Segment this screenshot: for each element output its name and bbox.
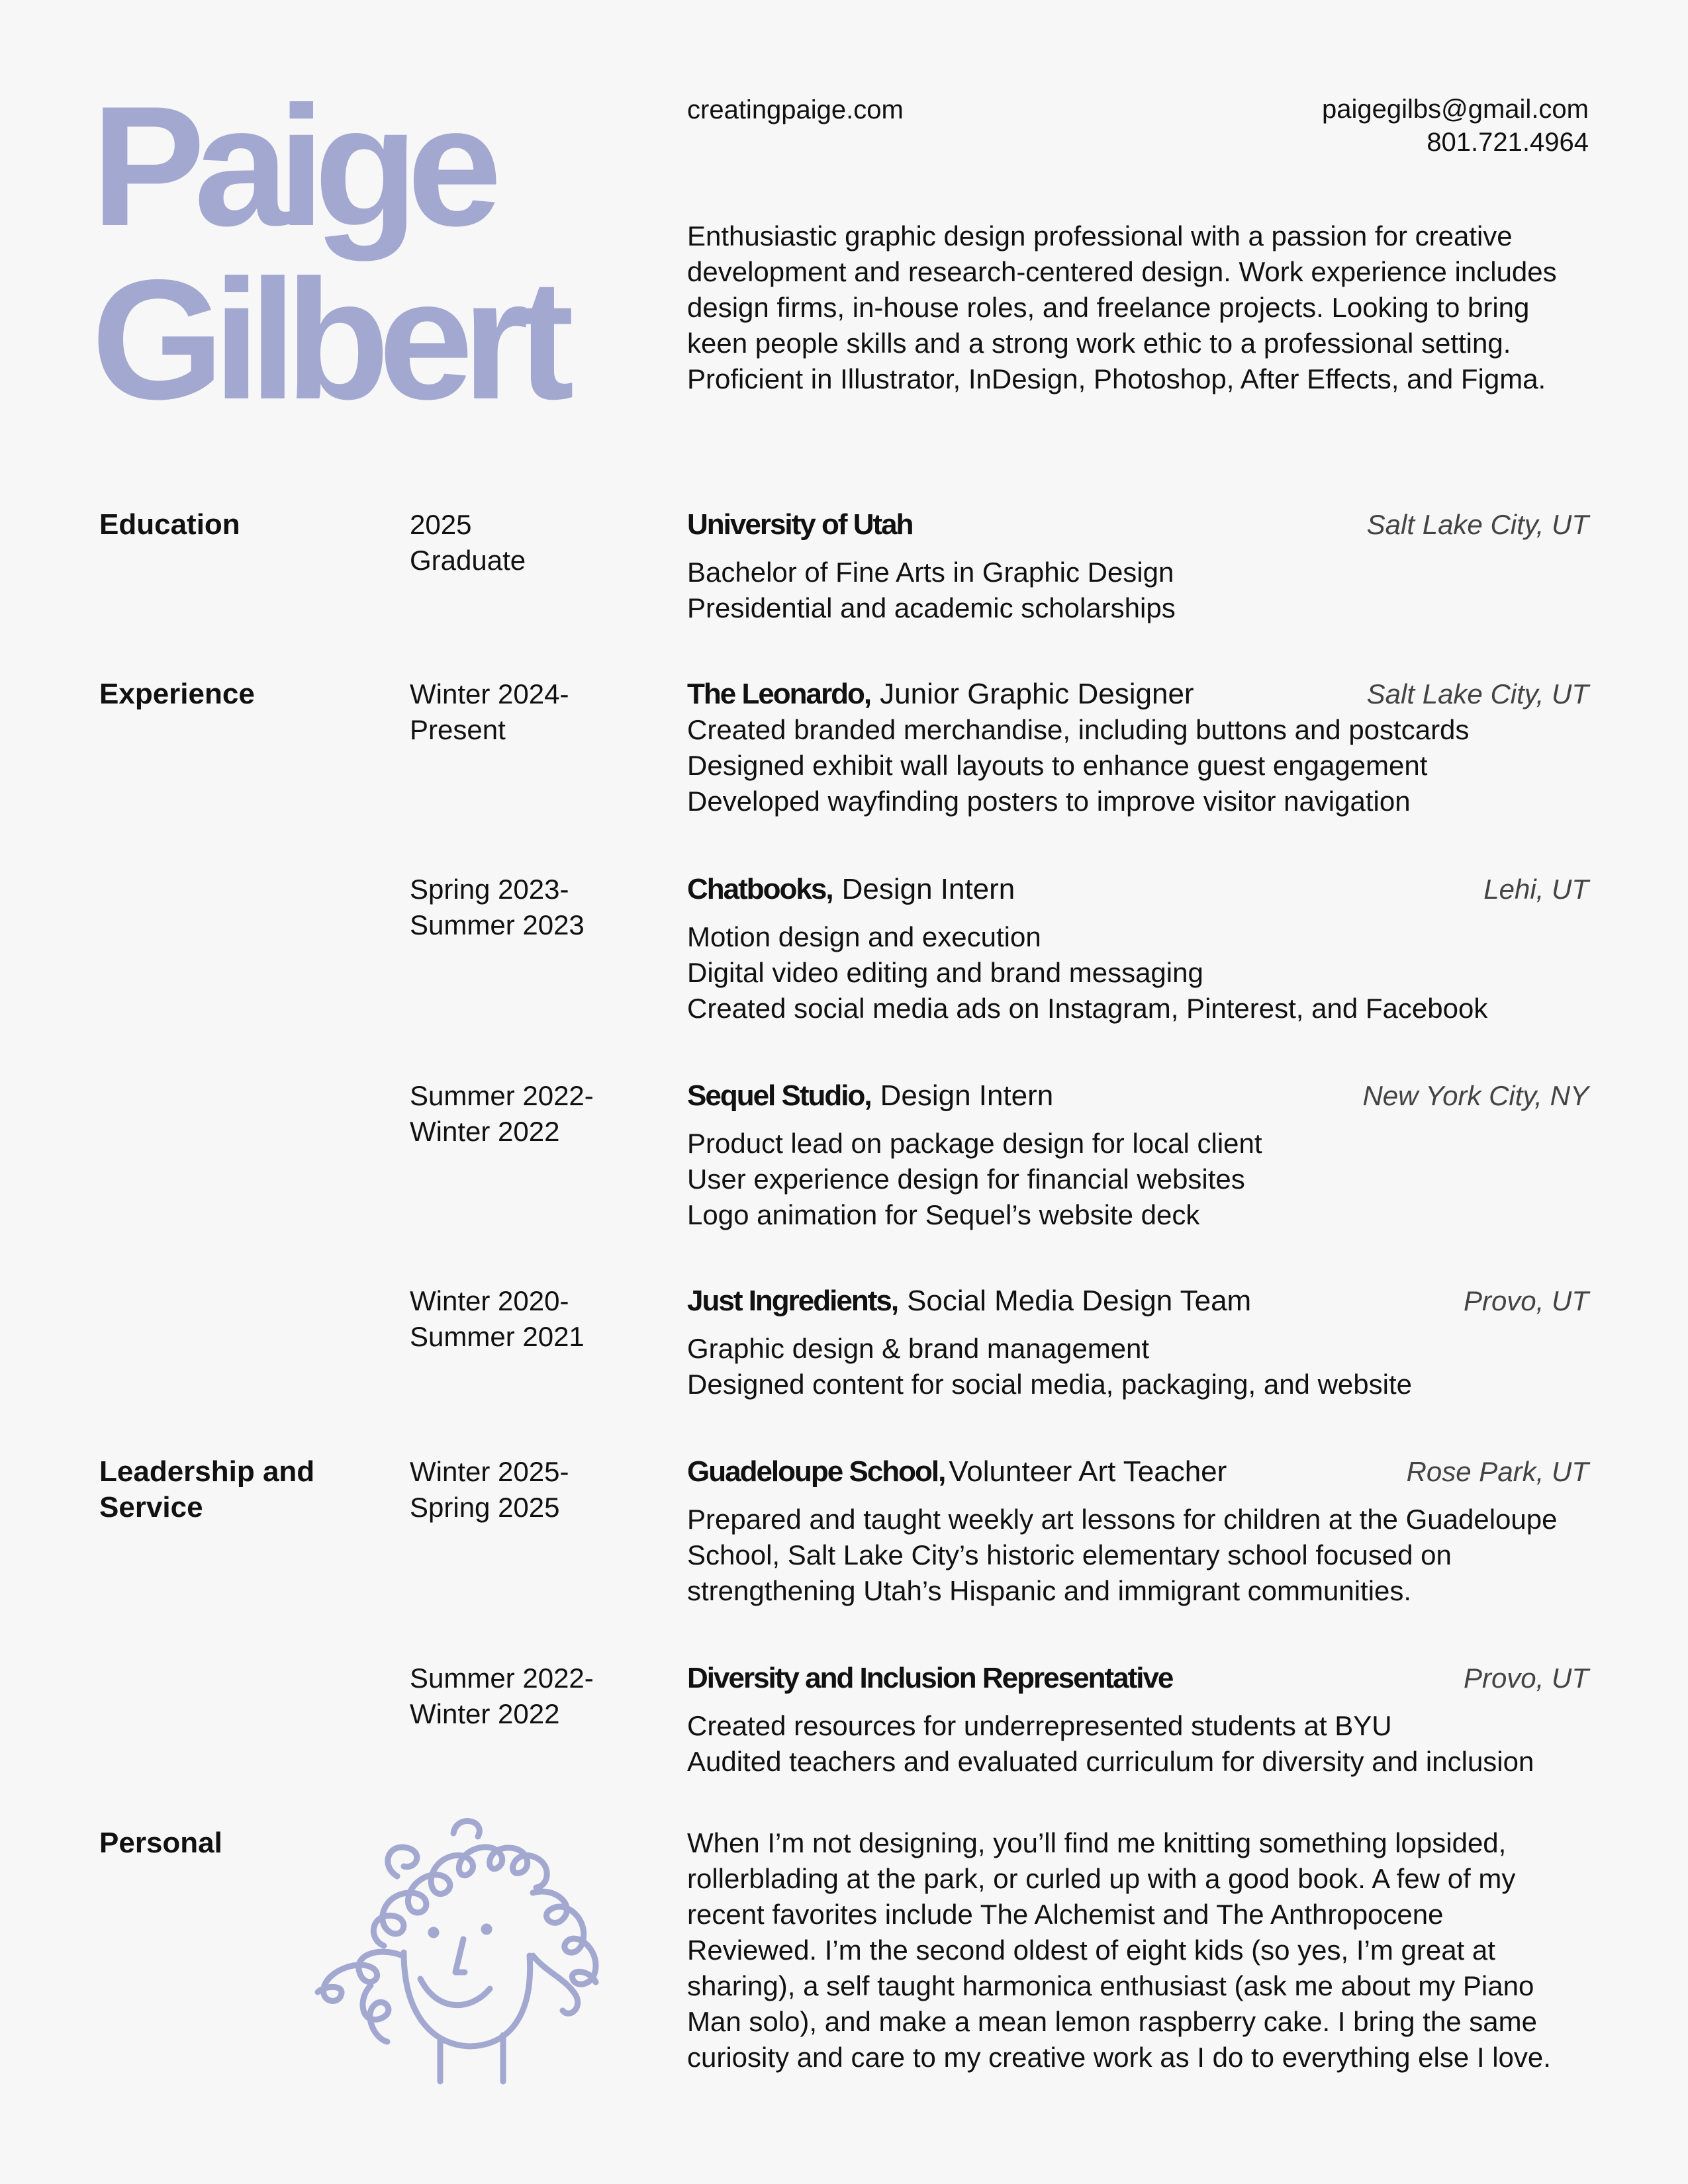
date-line: 2025: [410, 509, 472, 540]
entry-details: [687, 1331, 1589, 1402]
education-entry: [687, 507, 1589, 626]
role-title: Social Media Design Team: [907, 1285, 1252, 1317]
date-line: Summer 2021: [410, 1321, 585, 1352]
detail-line: User experience design for financial websites: [687, 1163, 1245, 1195]
entry-details: [687, 712, 1589, 819]
detail-line: Graphic design & brand management: [687, 1333, 1150, 1364]
label-line: Service: [99, 1491, 203, 1524]
label-line: Leadership and: [99, 1455, 315, 1488]
entry-header: [687, 1661, 1589, 1696]
entry-details: [687, 1502, 1589, 1609]
section-label-personal: Personal: [99, 1827, 222, 1859]
date-range: [410, 1078, 661, 1150]
section-label-leadership: [99, 1454, 364, 1525]
detail-line: Digital video editing and brand messaging: [687, 957, 1203, 988]
detail-line: strengthening Utah’s Hispanic and immigrant communities.: [687, 1575, 1412, 1606]
location: Salt Lake City, UT: [1366, 509, 1589, 540]
date-line: Spring 2023-: [410, 874, 569, 905]
personal-entry: [687, 1825, 1589, 2075]
date-range: [410, 676, 661, 748]
detail-line: Created branded merchandise, including buttons and postcards: [687, 714, 1470, 745]
hair-curls: [453, 1821, 479, 1837]
role-title: Design Intern: [880, 1079, 1054, 1112]
hair-curls: [318, 1952, 402, 2001]
entry-details: [687, 555, 1589, 626]
paragraph-line: When I’m not designing, you’ll find me knitting something lopsided,: [687, 1827, 1507, 1858]
date-line: Summer 2022-: [410, 1080, 594, 1111]
entry-details: [687, 919, 1589, 1026]
nose: [455, 1939, 465, 1972]
role-title: Junior Graphic Designer: [880, 678, 1194, 710]
detail-line: Designed exhibit wall layouts to enhance guest engagement: [687, 750, 1428, 781]
mouth: [420, 1979, 490, 2005]
website-link[interactable]: creatingpaige.com: [687, 95, 904, 124]
detail-line: Designed content for social media, packaging, and website: [687, 1369, 1412, 1400]
hair-curls: [533, 1956, 578, 2013]
date-line: Graduate: [410, 545, 526, 576]
org-name: Diversity and Inclusion Representative: [687, 1662, 1173, 1694]
date-line: Winter 2024-: [410, 678, 569, 709]
entry-header: [687, 872, 1589, 907]
date-range: [410, 1661, 661, 1732]
experience-entry: [687, 676, 1589, 819]
location: Rose Park, UT: [1406, 1456, 1589, 1487]
date-range: [410, 1283, 661, 1355]
personal-paragraph: [687, 1825, 1589, 2075]
date-line: Winter 2025-: [410, 1456, 569, 1487]
org-name: Guadeloupe School,: [687, 1455, 945, 1488]
location: Lehi, UT: [1483, 874, 1589, 905]
last-name: Gilbert: [91, 244, 563, 435]
experience-entry: [687, 1078, 1589, 1233]
summary-paragraph: Enthusiastic graphic design professional with a passion for creative development and research-centered design. Work experience includes design firms, in-house roles, and freelance projects. Looking to bring keen people skills and a strong work ethic to a professional setting. Proficient in Illustrator, InDesign, Photoshop, After Effects, and Figma.: [687, 220, 1557, 394]
date-line: Winter 2022: [410, 1698, 560, 1729]
location: New York City, NY: [1362, 1080, 1589, 1111]
org-name: University of Utah: [687, 508, 913, 541]
detail-line: School, Salt Lake City’s historic elementary school focused on: [687, 1539, 1452, 1570]
contact-block: [1322, 93, 1589, 159]
date-range: [410, 507, 661, 578]
org-name: Sequel Studio,: [687, 1079, 871, 1112]
role-title: Volunteer Art Teacher: [949, 1455, 1227, 1488]
paragraph-line: Reviewed. I’m the second oldest of eight kids (so yes, I’m great at: [687, 1934, 1495, 1966]
entry-header: [687, 1283, 1589, 1319]
entry-details: [687, 1126, 1589, 1233]
date-range: [410, 872, 661, 943]
entry-details: [687, 1708, 1589, 1780]
name-heading: [91, 70, 608, 435]
email-link[interactable]: paigegilbs@gmail.com: [1321, 95, 1589, 124]
paragraph-line: sharing), a self taught harmonica enthusiast (ask me about my Piano: [687, 1970, 1534, 2001]
org-name: Just Ingredients,: [687, 1285, 898, 1317]
date-line: Spring 2025: [410, 1492, 560, 1523]
detail-line: Product lead on package design for local client: [687, 1128, 1262, 1159]
paragraph-line: rollerblading at the park, or curled up with a good book. A few of my: [687, 1863, 1516, 1894]
right-eye: [484, 1927, 489, 1932]
detail-line: Logo animation for Sequel’s website deck: [687, 1199, 1200, 1230]
face-outline: [404, 1952, 530, 2046]
detail-line: Developed wayfinding posters to improve visitor navigation: [687, 786, 1411, 817]
self-portrait-doodle: [305, 1813, 629, 2091]
detail-line: Created social media ads on Instagram, Pinterest, and Facebook: [687, 993, 1488, 1024]
hair-curls: [388, 1847, 417, 1876]
entry-header: [687, 1078, 1589, 1114]
detail-line: Motion design and execution: [687, 921, 1041, 952]
location: Provo, UT: [1463, 1662, 1589, 1694]
leadership-entry: [687, 1454, 1589, 1609]
paragraph-line: curiosity and care to my creative work as I do to everything else I love.: [687, 2042, 1551, 2073]
org-name: Chatbooks,: [687, 873, 833, 905]
experience-entry: [687, 1283, 1589, 1402]
date-line: Winter 2020-: [410, 1285, 569, 1316]
entry-header: [687, 507, 1589, 543]
detail-line: Prepared and taught weekly art lessons for children at the Guadeloupe: [687, 1504, 1558, 1535]
phone-number: 801.721.4964: [1427, 128, 1589, 157]
org-name: The Leonardo,: [687, 678, 871, 710]
detail-line: Presidential and academic scholarships: [687, 592, 1176, 623]
detail-line: Audited teachers and evaluated curriculum for diversity and inclusion: [687, 1746, 1534, 1777]
section-label-experience: Experience: [99, 678, 255, 710]
detail-line: Bachelor of Fine Arts in Graphic Design: [687, 557, 1174, 588]
paragraph-line: recent favorites include The Alchemist and The Anthropocene: [687, 1899, 1444, 1930]
location: Provo, UT: [1463, 1285, 1589, 1316]
date-line: Present: [410, 714, 506, 745]
detail-line: Created resources for underrepresented students at BYU: [687, 1710, 1392, 1741]
leadership-entry: [687, 1661, 1589, 1780]
date-line: Winter 2022: [410, 1116, 560, 1147]
role-title: Design Intern: [841, 873, 1015, 905]
first-name: Paige: [91, 70, 491, 261]
experience-entry: [687, 872, 1589, 1026]
hair-curls: [373, 1847, 547, 1946]
section-label-education: Education: [99, 508, 240, 541]
hair-curls: [533, 1891, 596, 1984]
date-range: [410, 1454, 661, 1525]
date-line: Summer 2023: [410, 909, 585, 940]
left-eye: [431, 1930, 436, 1935]
entry-header: [687, 676, 1589, 712]
date-line: Summer 2022-: [410, 1662, 594, 1694]
entry-header: [687, 1454, 1589, 1490]
hair-curls: [363, 1985, 389, 2042]
paragraph-line: Man solo), and make a mean lemon raspberry cake. I bring the same: [687, 2006, 1537, 2037]
location: Salt Lake City, UT: [1366, 678, 1589, 709]
